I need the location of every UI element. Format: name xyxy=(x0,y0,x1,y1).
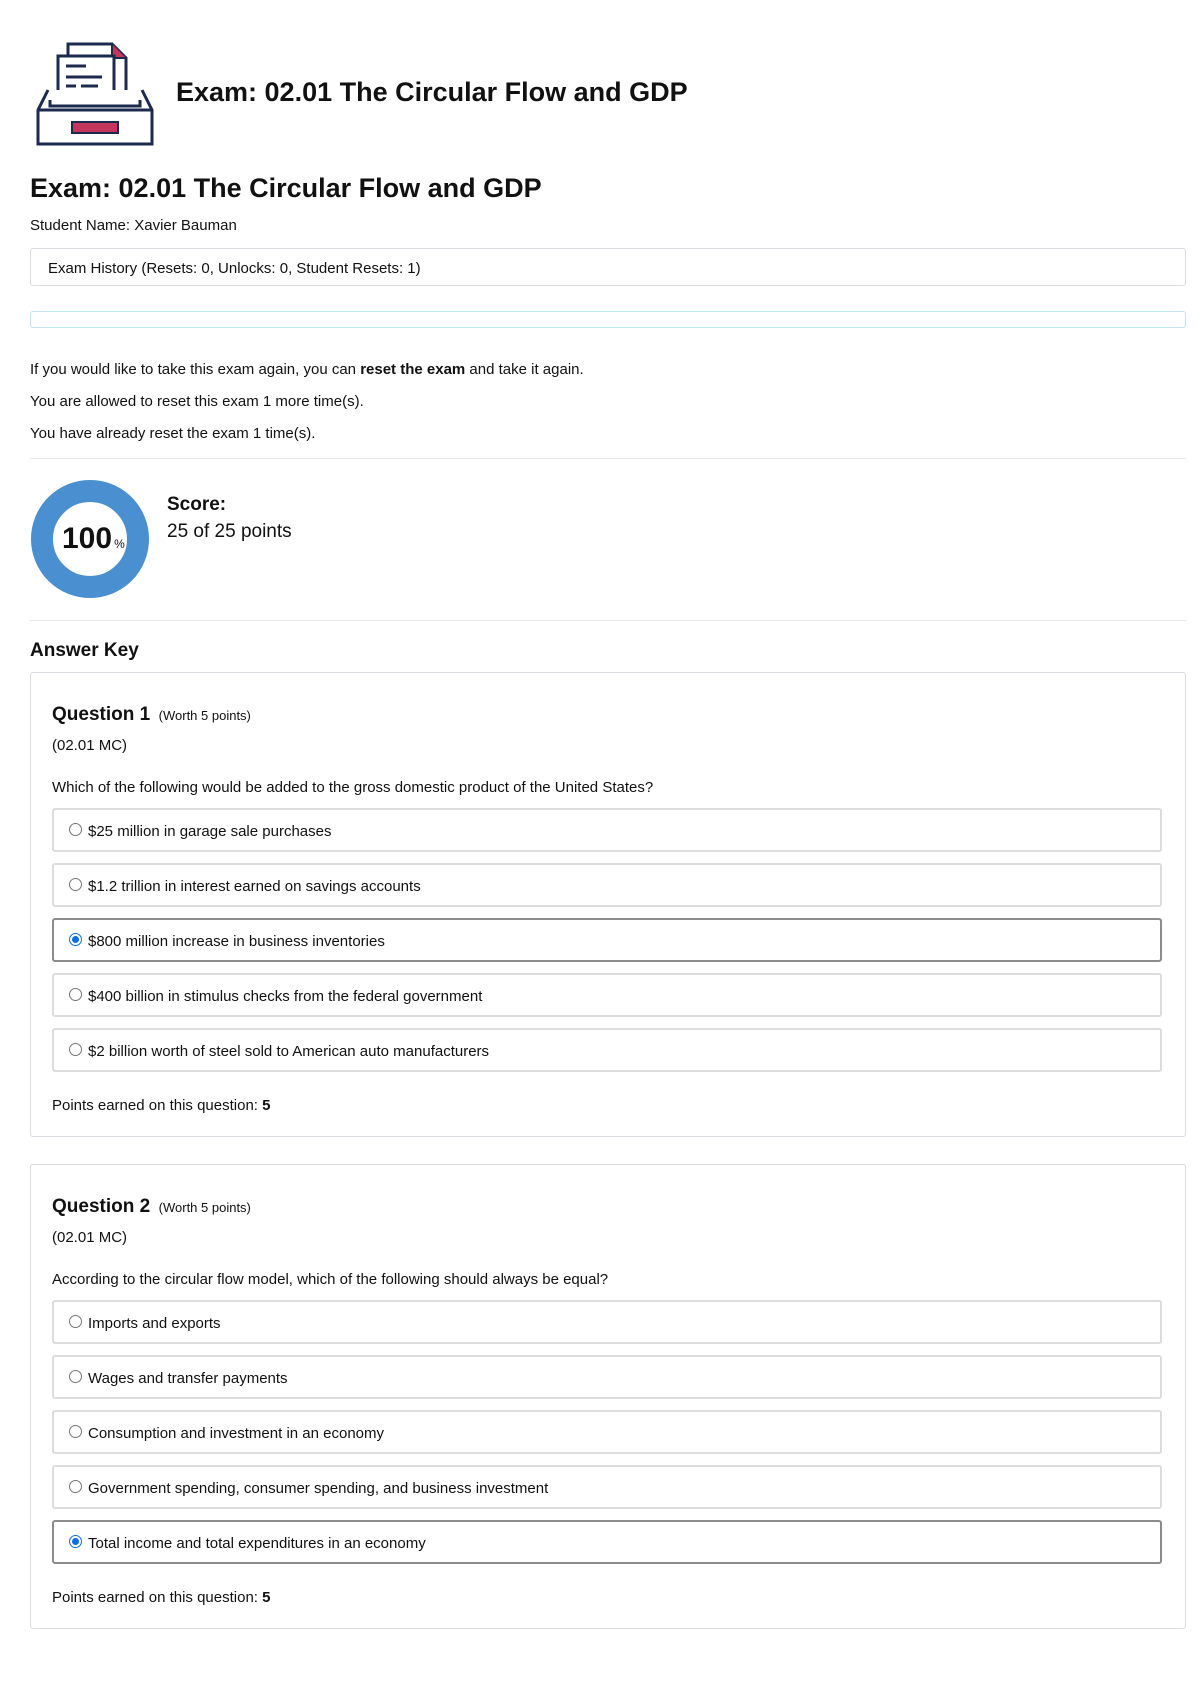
answer-option-label: Consumption and investment in an economy xyxy=(88,1425,385,1442)
student-name-label: Student Name: xyxy=(30,217,131,234)
score-percent-value: 100 xyxy=(62,522,113,555)
answer-option-label: $800 million increase in business inventories xyxy=(88,933,385,950)
answer-option-label: $400 billion in stimulus checks from the federal government xyxy=(88,988,483,1005)
points-earned-label: Points earned on this question: xyxy=(52,1589,258,1606)
exam-banner xyxy=(36,40,1136,150)
answer-option-selected[interactable] xyxy=(52,918,1162,962)
radio-button[interactable] xyxy=(69,1480,82,1493)
answer-option[interactable] xyxy=(52,973,1162,1017)
progress-strip xyxy=(30,311,1186,328)
answer-option[interactable] xyxy=(52,1028,1162,1072)
exam-history-toggle[interactable]: Exam History (Resets: 0, Unlocks: 0, Student Resets: 1) xyxy=(30,248,1186,286)
question-header xyxy=(52,704,251,726)
divider xyxy=(30,458,1186,459)
resets-allowed-text: You are allowed to reset this exam 1 more time(s). xyxy=(30,393,364,410)
question-code: (02.01 MC) xyxy=(52,737,128,754)
radio-button[interactable] xyxy=(69,1315,82,1328)
question-text: According to the circular flow model, which of the following should always be equal? xyxy=(52,1271,609,1288)
resets-used-text: You have already reset the exam 1 time(s). xyxy=(30,425,316,442)
student-name: Xavier Bauman xyxy=(134,217,237,234)
question-text: Which of the following would be added to the gross domestic product of the United States? xyxy=(52,779,654,796)
banner-title: Exam: 02.01 The Circular Flow and GDP xyxy=(176,77,688,107)
radio-button[interactable] xyxy=(69,878,82,891)
points-earned-value: 5 xyxy=(262,1097,271,1114)
reset-exam-link[interactable]: reset the exam xyxy=(360,361,466,378)
points-earned-label: Points earned on this question: xyxy=(52,1097,258,1114)
points-earned xyxy=(52,1097,271,1114)
answer-option-label: $25 million in garage sale purchases xyxy=(88,823,332,840)
answer-option-label: Government spending, consumer spending, and business investment xyxy=(88,1480,549,1497)
points-earned xyxy=(52,1589,271,1606)
score-points: 25 of 25 points xyxy=(167,521,292,542)
divider xyxy=(30,620,1186,621)
radio-button[interactable] xyxy=(69,1535,82,1548)
answer-options xyxy=(52,808,1162,1083)
radio-button[interactable] xyxy=(69,1043,82,1056)
answer-option-label: $1.2 trillion in interest earned on savings accounts xyxy=(88,878,421,895)
answer-option-label: $2 billion worth of steel sold to American auto manufacturers xyxy=(88,1043,490,1060)
score-percent-sign: % xyxy=(114,537,125,551)
answer-option[interactable] xyxy=(52,1465,1162,1509)
answer-option[interactable] xyxy=(52,863,1162,907)
page-title: Exam: 02.01 The Circular Flow and GDP xyxy=(30,173,542,203)
question-title: Question 2 xyxy=(52,1196,151,1217)
answer-key-heading: Answer Key xyxy=(30,640,139,661)
radio-button[interactable] xyxy=(69,1370,82,1383)
reset-info-prefix: If you would like to take this exam again, you can xyxy=(30,361,357,378)
answer-option[interactable] xyxy=(52,1410,1162,1454)
question-title: Question 1 xyxy=(52,704,151,725)
points-earned-value: 5 xyxy=(262,1589,271,1606)
question-card-2 xyxy=(30,1164,1186,1629)
exam-inbox-icon xyxy=(36,40,156,148)
score-percent xyxy=(62,522,125,556)
answer-option-label: Total income and total expenditures in an economy xyxy=(88,1535,426,1552)
reset-info-line xyxy=(30,361,584,378)
radio-button[interactable] xyxy=(69,823,82,836)
question-worth: (Worth 5 points) xyxy=(158,708,251,723)
radio-button[interactable] xyxy=(69,933,82,946)
answer-option-label: Imports and exports xyxy=(88,1315,221,1332)
answer-options xyxy=(52,1300,1162,1575)
answer-option[interactable] xyxy=(52,1300,1162,1344)
answer-option[interactable] xyxy=(52,808,1162,852)
radio-button[interactable] xyxy=(69,988,82,1001)
answer-option-selected[interactable] xyxy=(52,1520,1162,1564)
question-header xyxy=(52,1196,251,1218)
question-card-1 xyxy=(30,672,1186,1137)
question-worth: (Worth 5 points) xyxy=(158,1200,251,1215)
radio-button[interactable] xyxy=(69,1425,82,1438)
answer-option[interactable] xyxy=(52,1355,1162,1399)
student-name-line xyxy=(30,217,237,234)
answer-option-label: Wages and transfer payments xyxy=(88,1370,288,1387)
reset-info-suffix: and take it again. xyxy=(469,361,584,378)
score-label: Score: xyxy=(167,494,227,515)
question-code: (02.01 MC) xyxy=(52,1229,128,1246)
